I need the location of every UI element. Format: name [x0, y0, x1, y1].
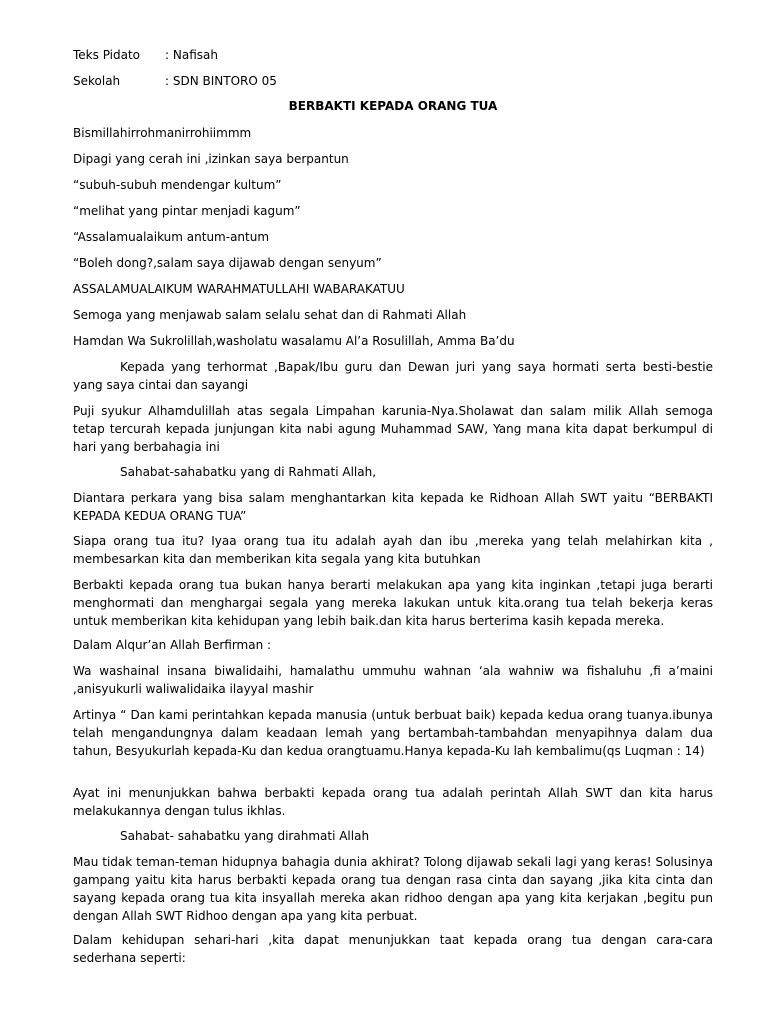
sekolah-value: : SDN BINTORO 05	[165, 74, 277, 88]
paragraph-bismillah: Bismillahirrohmanirrohiimmm	[73, 126, 252, 140]
paragraph-sahabat-1: Sahabat-sahabatku yang di Rahmati Allah,	[120, 465, 377, 479]
paragraph-ayat-arab: Wa washainal insana biwalidaihi, hamalathu ummuhu wahnan ‘ala wahniw wa fishaluhu ,fi a’maini ,anisyukurli waliwalidaika ilayyal mashir	[73, 664, 713, 696]
paragraph-puji-syukur: Puji syukur Alhamdulillah atas segala Limpahan karunia-Nya.Sholawat dan salam milik Allah semoga tetap tercurah kepada junjungan kita nabi agung Muhammad SAW, Yang mana kita dapat berkumpul di hari yang berbahagia ini	[73, 404, 713, 454]
paragraph-kepada-yang-terhormat: Kepada yang terhormat ,Bapak/Ibu guru dan Dewan juri yang saya hormati serta besti-bestie yang saya cintai dan sayangi	[73, 360, 713, 392]
paragraph-pantun-line-3: “Assalamualaikum antum-antum	[73, 230, 270, 244]
paragraph-artinya: Artinya “ Dan kami perintahkan kepada manusia (untuk berbuat baik) kepada kedua orang tuanya.ibunya telah mengandungnya dalam keadaan lemah yang bertambah-tambahdan menyapihnya dalam dua tahun, Besyukurlah kepada-Ku dan kedua orangtuamu.Hanya kepada-Ku lah kembalimu(qs Luqman : 14)	[73, 708, 713, 758]
paragraph-dalam-alquran: Dalam Alqur’an Allah Berfirman :	[73, 638, 272, 652]
teks-pidato-label: Teks Pidato	[73, 48, 141, 62]
paragraph-sahabat-2: Sahabat- sahabatku yang dirahmati Allah	[120, 829, 370, 843]
paragraph-berbakti: Berbakti kepada orang tua bukan hanya berarti melakukan apa yang kita inginkan ,tetapi juga berarti menghormati dan menghargai segala yang mereka lakukan untuk kita.orang tua telah bekerja keras untuk memberikan kita kehidupan yang lebih baik.dan kita harus berterima kasih kepada mereka.	[73, 578, 713, 628]
paragraph-pantun-intro: Dipagi yang cerah ini ,izinkan saya berpantun	[73, 152, 349, 166]
document-title: BERBAKTI KEPADA ORANG TUA	[288, 99, 498, 113]
paragraph-hamdan: Hamdan Wa Sukrolillah,washolatu wasalamu Al’a Rosulillah, Amma Ba’du	[73, 334, 515, 348]
teks-pidato-row	[73, 46, 218, 64]
paragraph-diantara: Diantara perkara yang bisa salam menghantarkan kita kepada ke Ridhoan Allah SWT yaitu “BERBAKTI KEPADA KEDUA ORANG TUA”	[73, 491, 713, 523]
paragraph-pantun-line-2: “melihat yang pintar menjadi kagum”	[73, 204, 301, 218]
paragraph-pantun-line-1: “subuh-subuh mendengar kultum”	[73, 178, 282, 192]
paragraph-mau-tidak: Mau tidak teman-teman hidupnya bahagia dunia akhirat? Tolong dijawab sekali lagi yang keras! Solusinya gampang yaitu kita harus berbakti kepada orang tua dengan rasa cinta dan sayang ,jika kita cinta dan sayang kepada orang tua kita insyallah mereka akan ridhoo dengan apa yang kita kerjakan ,begitu pun dengan Allah SWT Ridhoo dengan apa yang kita perbuat.	[73, 855, 713, 923]
teks-pidato-value: : Nafisah	[165, 48, 218, 62]
paragraph-ayat-ini: Ayat ini menunjukkan bahwa berbakti kepada orang tua adalah perintah Allah SWT dan kita harus melakukannya dengan tulus ikhlas.	[73, 786, 713, 818]
paragraph-dalam-kehidupan: Dalam kehidupan sehari-hari ,kita dapat menunjukkan taat kepada orang tua dengan cara-cara sederhana seperti:	[73, 933, 713, 965]
sekolah-row	[73, 72, 277, 90]
sekolah-label: Sekolah	[73, 74, 121, 88]
paragraph-salam: ASSALAMUALAIKUM WARAHMATULLAHI WABARAKATUU	[73, 282, 405, 296]
paragraph-semoga: Semoga yang menjawab salam selalu sehat dan di Rahmati Allah	[73, 308, 467, 322]
paragraph-pantun-line-4: “Boleh dong?,salam saya dijawab dengan senyum”	[73, 256, 382, 270]
paragraph-siapa-orang-tua: Siapa orang tua itu? Iyaa orang tua itu adalah ayah dan ibu ,mereka yang telah melahirkan kita , membesarkan kita dan memberikan kita segala yang kita butuhkan	[73, 534, 713, 566]
